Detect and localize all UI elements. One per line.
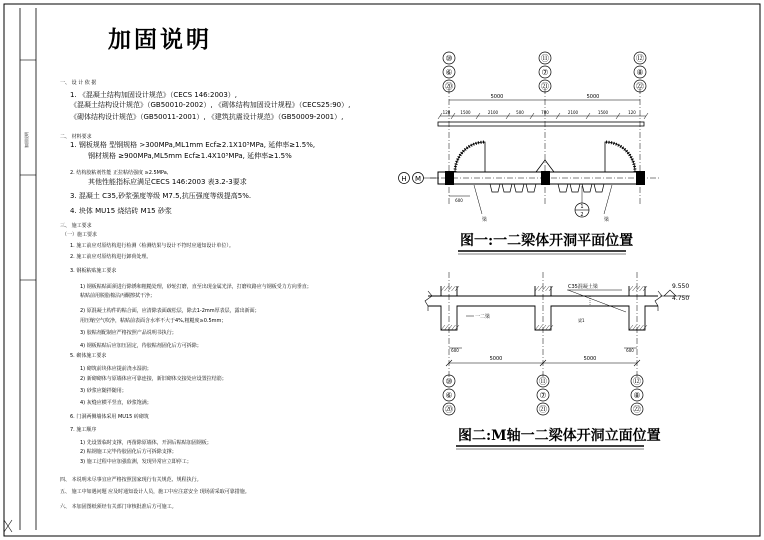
plan-dim-sub: 120 <box>628 110 636 115</box>
elev-axis-label: ⑦ <box>539 391 547 400</box>
elev-hatch-line <box>452 325 456 330</box>
elev-hatch-line <box>441 325 445 330</box>
elev-callout-leader <box>568 290 626 312</box>
plan-bench-opening <box>514 184 524 192</box>
note-line: 3) 砂浆应随拌随用； <box>80 388 127 394</box>
elev-hatch-line <box>448 286 452 291</box>
elev-hatch-line <box>640 286 644 291</box>
elev-hatch-line <box>539 325 543 330</box>
elev-hatch-line <box>629 325 633 330</box>
plan-note-left: 梁 <box>482 217 488 223</box>
elev-hatch-line <box>441 286 445 291</box>
elev-axis-label: ⑩ <box>445 377 453 386</box>
note-line: 1) 先设置临时支撑，再凿除原墙体，开洞后粘贴加固钢板； <box>80 440 212 446</box>
corner-mark <box>4 520 12 532</box>
note-line: 2) 粘钢施工完毕待胶固化后方可拆除支撑； <box>80 449 177 455</box>
note-line: 钢材规格 ≥900MPa,ML5mm Ecf≥1.4X10⁵MPa, 延伸率≥1.5% <box>88 152 292 160</box>
note-line: 7. 施工顺序 <box>70 427 97 433</box>
plan-dim-sub: 700 <box>541 110 549 115</box>
elev-hatch-line <box>636 286 640 291</box>
note-line: 1) 砌筑前块体应提前浇水湿润； <box>80 366 152 372</box>
note-line: 6. 门洞两侧墙体采用 MU15 砖砌筑 <box>70 414 149 420</box>
elev-axis-label: ⑳ <box>445 405 453 414</box>
elev-level-bottom: 4.750 <box>672 295 690 302</box>
plan-axis-label: ⑥ <box>445 68 453 77</box>
note-line: 1) 钢板粘贴面须进行除锈和粗糙处理，砂轮打磨，直至出现金属光泽，打磨纹路应与钢板受力方向垂直； <box>80 284 312 290</box>
page-title: 加固说明 <box>108 26 212 53</box>
plan-axis-m-label: M <box>414 175 422 183</box>
elev-hatch-line <box>636 325 640 330</box>
plan-dim-top-2: 5000 <box>586 94 600 100</box>
note-line: 4) 灰缝应横平竖直，砂浆饱满； <box>80 400 152 406</box>
elevation-view <box>425 272 690 449</box>
plan-bench-opening <box>594 184 604 192</box>
plan-note-right: 梁 <box>604 217 610 223</box>
section-marker-top: 1 <box>580 204 584 210</box>
plan-column-11 <box>541 171 550 185</box>
elev-hatch-line <box>640 325 644 330</box>
elev-hatch-line <box>448 325 452 330</box>
plan-bench-opening <box>490 184 500 192</box>
elev-break-left <box>425 291 432 311</box>
elev-hatch-line <box>629 286 633 291</box>
plan-leader-right <box>604 185 612 214</box>
plan-dim-sub: 2100 <box>487 110 499 115</box>
elev-hatch-line <box>535 325 539 330</box>
note-line: 3. 混凝土 C35,砂浆强度等级 M7.5,抗压强度等级提高5%. <box>70 192 252 200</box>
note-line: 六、 本加固图纸须经有关部门审核批准后方可施工。 <box>60 504 177 510</box>
note-line: 二、 材料要求 <box>60 134 92 140</box>
note-line: 1. 施工前应对原结构进行检测（检测结果与设计不符时应通知设计单位）。 <box>70 243 234 249</box>
plan-door-swing-right-hatch <box>605 142 635 172</box>
note-line: 三、 施工要求 <box>60 223 92 229</box>
elev-caption: 图二:M轴一二梁体开洞立面位置 <box>458 428 661 444</box>
elev-axis-label: ⑥ <box>445 391 453 400</box>
elev-callout: C35混凝土梁 <box>568 284 598 290</box>
elev-axis-label: ⑧ <box>633 391 641 400</box>
elev-dim-right: 600 <box>626 348 634 353</box>
note-line: 《砌体结构设计规范》（GB50011-2001）, 《建筑抗震设计规范》（GB50009-2001）, <box>70 113 344 121</box>
plan-view <box>399 52 661 254</box>
note-line: 四、 本说明未尽事宜应严格按照国家现行有关规范、规程执行。 <box>60 477 202 483</box>
elev-dim-left: 600 <box>451 348 459 353</box>
plan-bench-opening <box>570 184 580 192</box>
note-line: 2) 原混凝土构件的粘合面，应清除表面疏松层，除去1-2mm厚表层，露出新面； <box>80 308 260 314</box>
elev-dim-1: 5000 <box>489 356 503 362</box>
plan-axis-label: ㉒ <box>636 82 644 91</box>
plan-leader-left <box>474 185 482 214</box>
elev-axis-label: ㉒ <box>633 405 641 414</box>
elev-hatch-line <box>546 325 550 330</box>
plan-axis-label: ⑪ <box>541 54 549 63</box>
plan-axis-label: ㉑ <box>541 82 549 91</box>
sheet-border <box>4 4 760 536</box>
plan-wall-top <box>438 122 644 126</box>
plan-door-swing-left-hatch <box>455 142 485 172</box>
plan-dim-bottom: 600 <box>455 198 463 203</box>
plan-bench-opening <box>502 184 512 192</box>
elev-hatch-line <box>633 286 637 291</box>
plan-axis-h-label: H <box>401 175 407 183</box>
elev-hatch-line <box>452 286 456 291</box>
plan-dim-top-1: 5000 <box>490 94 504 100</box>
elev-dim-2: 5000 <box>583 356 597 362</box>
plan-axis-label: ⑩ <box>445 54 453 63</box>
note-line: 1. 《混凝土结构加固设计规范》（CECS 146:2003）, <box>70 91 238 99</box>
elev-axis-label: ㉑ <box>539 405 547 414</box>
note-line: 5. 砌体施工要求 <box>70 353 107 359</box>
elev-level-top: 9.550 <box>672 283 690 290</box>
note-line: （一）施工要求 <box>62 232 98 238</box>
plan-dim-sub: 120 <box>442 110 451 115</box>
plan-dim-sub: 1500 <box>597 110 609 115</box>
elev-hatch-line <box>633 325 637 330</box>
design-notes <box>60 79 350 510</box>
note-line: 2. 施工前应对原结构进行卸荷处理。 <box>70 254 152 260</box>
note-line: 3) 施工过程中应加强监测，发现异常应立即停工； <box>80 459 192 465</box>
note-line: 4. 块体 MU15 烧结砖 M15 砂浆 <box>70 207 172 215</box>
elev-hatch-line <box>445 325 449 330</box>
plan-dim-sub: 2100 <box>567 110 579 115</box>
note-line: 3. 钢板粘贴施工要求 <box>70 268 117 274</box>
elev-beam-label: 一二梁 <box>475 314 491 320</box>
elev-axis-label: ⑪ <box>539 377 547 386</box>
note-line: 《混凝土结构设计规范》（GB50010-2002）, 《砌体结构加固设计规程》（CECS25:90）, <box>70 101 351 109</box>
plan-axis-label: ⑧ <box>636 68 644 77</box>
note-line: 2) 新砌砌体与原墙体应可靠连接，新旧砌体交接处应设置拉结筋； <box>80 376 227 382</box>
plan-bench-opening <box>558 184 568 192</box>
note-line: 2. 结构胶粘剂性能 正拉粘结强度 ≥2.5MPa, <box>70 170 169 176</box>
elev-hatch-line <box>445 286 449 291</box>
elev-beam-label-2: 梁1 <box>578 318 585 323</box>
plan-axis-label: ⑳ <box>445 82 453 91</box>
plan-dim-sub: 500 <box>516 110 524 115</box>
plan-axis-label: ⑦ <box>541 68 549 77</box>
side-label: 加固说明 <box>24 132 29 148</box>
elev-break-right <box>655 291 662 311</box>
note-line: 4) 钢板粘贴后应加压固定，待胶粘剂固化后方可拆除； <box>80 343 202 349</box>
elev-hatch-line <box>546 286 550 291</box>
note-line: 其他性能指标应满足CECS 146:2003 表3.2-3要求 <box>88 178 247 186</box>
plan-axis-label: ⑫ <box>636 54 644 63</box>
note-line: 用压缩空气吹净，粘贴前表面含水率不大于4%,粗糙度≥0.5mm； <box>80 318 227 324</box>
note-line: 一、 设 计 依 据 <box>60 80 97 86</box>
elev-hatch-line <box>539 286 543 291</box>
section-marker-bottom: 2 <box>580 212 584 218</box>
note-line: 3) 胶粘剂配制应严格按照产品说明书执行； <box>80 330 177 336</box>
elev-hatch-line <box>542 286 546 291</box>
plan-bench-opening <box>526 184 536 192</box>
elev-hatch-line <box>535 286 539 291</box>
plan-dim-sub: 1500 <box>460 110 471 115</box>
plan-caption: 图一:一二梁体开洞平面位置 <box>460 233 634 249</box>
note-line: 五、 施工中如遇问题 应及时通知设计人员，施工中应注意安全 现场需采取可靠措施。 <box>60 489 250 495</box>
plan-column-12 <box>636 171 645 185</box>
elev-axis-label: ⑫ <box>633 377 641 386</box>
note-line: 粘贴前用脱脂棉沾丙酮擦拭干净； <box>80 293 156 299</box>
elev-hatch-line <box>542 325 546 330</box>
plan-bench-opening <box>582 184 592 192</box>
note-line: 1. 钢板规格 型钢规格 >300MPa,ML1mm Ecf≥2.1X10⁵MPa, 延伸率≥1.5%, <box>70 141 316 149</box>
plan-column-10 <box>445 171 454 185</box>
